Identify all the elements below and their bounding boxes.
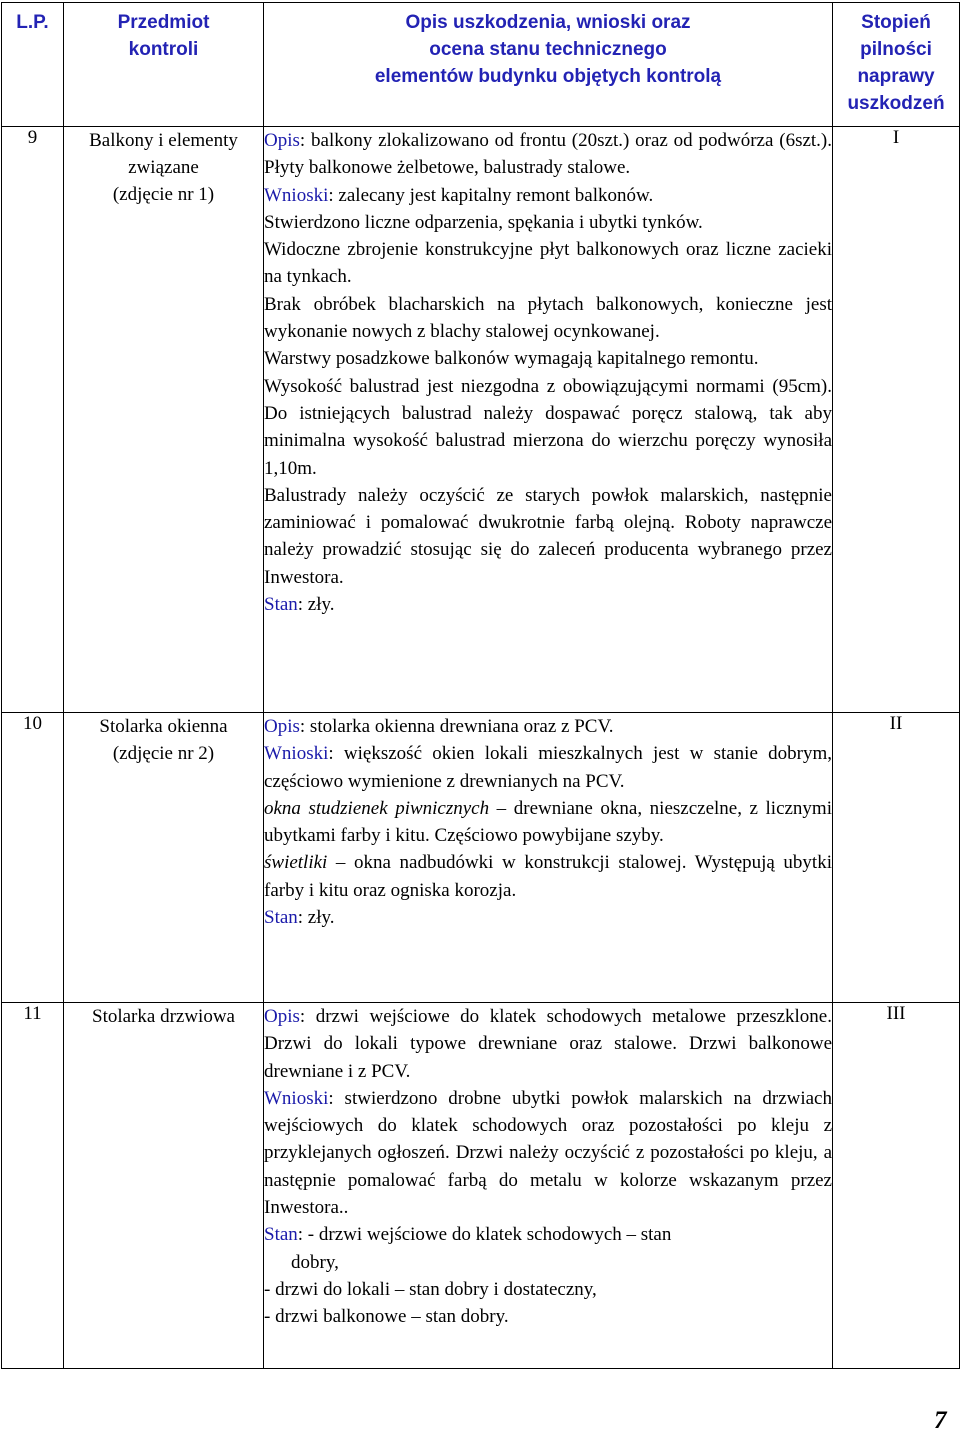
inspection-table bbox=[1, 2, 960, 1369]
stan-continuation: dobry, bbox=[291, 1251, 339, 1273]
row-number: 11 bbox=[2, 1003, 64, 1369]
page-number: 7 bbox=[934, 1407, 947, 1434]
stan-label: Stan bbox=[264, 907, 298, 929]
grade-cell: II bbox=[833, 713, 960, 1003]
header-subject: Przedmiot kontroli bbox=[64, 3, 264, 127]
swietliki-paragraph: świetliki – okna nadbudówki w konstrukcji stalowej. Występują ubytki farby i kitu oraz ogniska korozja. bbox=[264, 852, 832, 901]
finding-paragraph: Wysokość balustrad jest niezgodna z obowiązującymi normami (95cm). Do istniejących balustrad należy dospawać poręcz stalową, tak aby minimalna wysokość balustrad mierzona do wierzchu poręczy wynosiła 1,10m. bbox=[264, 375, 832, 479]
wnioski-paragraph: Wnioski: stwierdzono drobne ubytki powłok malarskich na drzwiach wejściowych do klatek schodowych oraz pozostałości po kleju z przyklejanych ogłoszeń. Drzwi należy oczyścić z pozostałości po kleju, a następnie pomalować farbą do metalu w kolorze wskazanym przez Inwestora.. bbox=[264, 1087, 832, 1219]
stan-paragraph: Stan: - drzwi wejściowe do klatek schodowych – stan bbox=[264, 1224, 672, 1246]
stan-paragraph: Stan: zły. bbox=[264, 594, 335, 616]
grade-cell: III bbox=[833, 1003, 960, 1369]
okna-label: okna studzienek piwnicznych bbox=[264, 797, 490, 819]
description-cell bbox=[264, 127, 833, 713]
table-row bbox=[2, 713, 960, 1003]
header-lp: L.P. bbox=[2, 3, 64, 127]
wnioski-label: Wnioski bbox=[264, 743, 329, 765]
opis-label: Opis bbox=[264, 130, 300, 151]
finding-paragraph: Warstwy posadzkowe balkonów wymagają kapitalnego remontu. bbox=[264, 348, 759, 370]
wnioski-label: Wnioski bbox=[264, 1087, 329, 1109]
wnioski-paragraph: Wnioski: zalecany jest kapitalny remont balkonów. bbox=[264, 184, 654, 206]
header-grade: Stopień pilności naprawy uszkodzeń bbox=[833, 3, 960, 127]
subject-cell: Stolarka drzwiowa bbox=[64, 1003, 264, 1369]
wnioski-paragraph: Wnioski: większość okien lokali mieszkalnych jest w stanie dobrym, częściowo wymienione z drewnianych na PCV. bbox=[264, 743, 832, 792]
stan-item: - drzwi balkonowe – stan dobry. bbox=[264, 1306, 509, 1328]
description-cell bbox=[264, 713, 833, 1003]
finding-paragraph: Widoczne zbrojenie konstrukcyjne płyt balkonowych oraz liczne zacieki na tynkach. bbox=[264, 239, 832, 288]
table-row bbox=[2, 127, 960, 713]
stan-label: Stan bbox=[264, 594, 298, 616]
finding-paragraph: Stwierdzono liczne odparzenia, spękania i ubytki tynków. bbox=[264, 211, 703, 233]
subject-cell: Balkony i elementy związane (zdjęcie nr 1) bbox=[64, 127, 264, 713]
opis-label: Opis bbox=[264, 716, 300, 737]
description-cell bbox=[264, 1003, 833, 1369]
grade-cell: I bbox=[833, 127, 960, 713]
header-row bbox=[2, 3, 960, 127]
finding-paragraph: Balustrady należy oczyścić ze starych powłok malarskich, następnie zaminiować i pomalować dwukrotnie farbą olejną. Roboty naprawcze należy prowadzić stosując się do zaleceń producenta wybranego przez Inwestora. bbox=[264, 484, 832, 588]
header-description: Opis uszkodzenia, wnioski oraz ocena stanu technicznego elementów budynku objętych kontrolą bbox=[264, 3, 833, 127]
opis-label: Opis bbox=[264, 1006, 300, 1027]
wnioski-label: Wnioski bbox=[264, 184, 329, 206]
stan-item: - drzwi do lokali – stan dobry i dostateczny, bbox=[264, 1278, 597, 1300]
row-number: 10 bbox=[2, 713, 64, 1003]
stan-paragraph: Stan: zły. bbox=[264, 907, 335, 929]
opis-paragraph: Opis: drzwi wejściowe do klatek schodowych metalowe przeszklone. Drzwi do lokali typowe drewniane oraz stalowe. Drzwi balkonowe drewniane i z PCV. bbox=[264, 1006, 832, 1082]
okna-paragraph: okna studzienek piwnicznych – drewniane okna, nieszczelne, z licznymi ubytkami farby i kitu. Częściowo powybijane szyby. bbox=[264, 797, 832, 847]
subject-cell: Stolarka okienna (zdjęcie nr 2) bbox=[64, 713, 264, 1003]
swietliki-label: świetliki bbox=[264, 852, 328, 874]
finding-paragraph: Brak obróbek blacharskich na płytach balkonowych, konieczne jest wykonanie nowych z blachy stalowej ocynkowanej. bbox=[264, 293, 832, 343]
opis-paragraph: Opis: balkony zlokalizowano od frontu (20szt.) oraz od podwórza (6szt.). Płyty balkonowe żelbetowe, balustrady stalowe. bbox=[264, 130, 832, 179]
row-number: 9 bbox=[2, 127, 64, 713]
table-row bbox=[2, 1003, 960, 1369]
opis-paragraph: Opis: stolarka okienna drewniana oraz z PCV. bbox=[264, 716, 614, 737]
stan-label: Stan bbox=[264, 1224, 298, 1246]
